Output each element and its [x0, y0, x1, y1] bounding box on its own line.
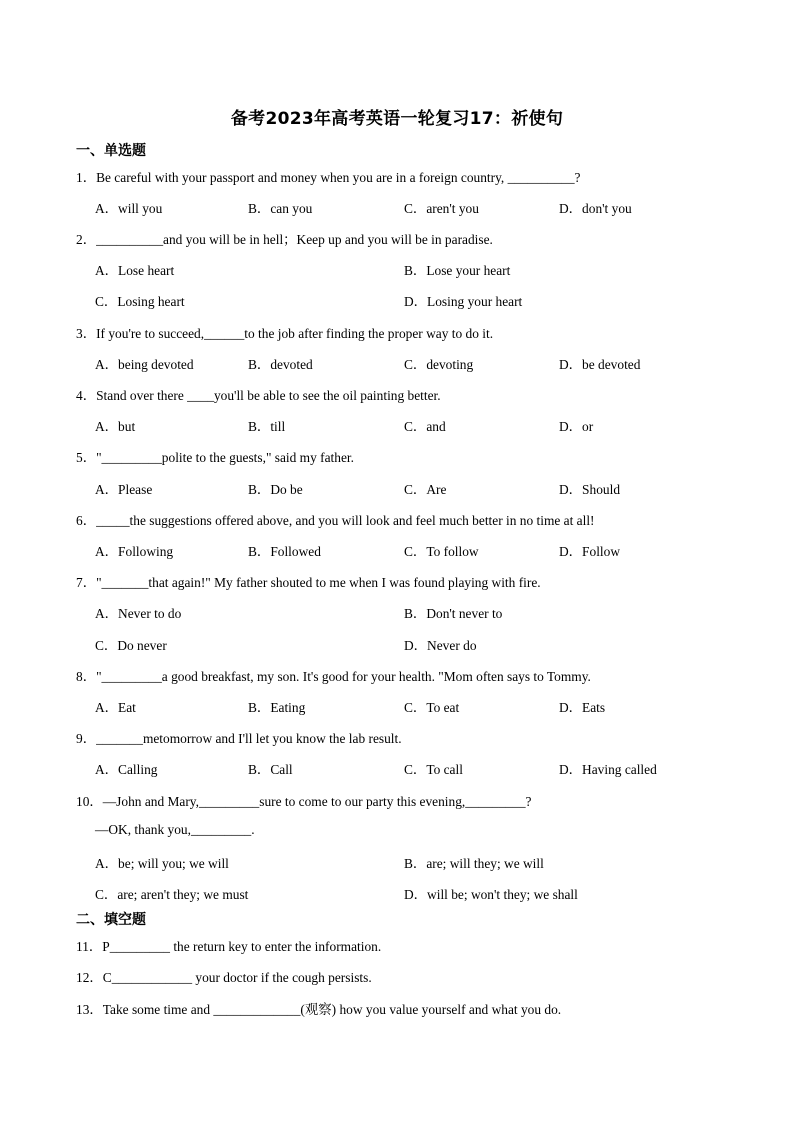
- question-3-stem: 3．If you're to succeed,______to the job after finding the proper way to do it.: [76, 326, 494, 341]
- question-6-option-b[interactable]: B．Followed: [248, 544, 321, 559]
- page-title: 备考2023年高考英语一轮复习17：祈使句: [230, 109, 564, 129]
- question-12-stem: 12．C____________ your doctor if the cough persists.: [76, 970, 372, 985]
- question-2-option-d[interactable]: D．Losing your heart: [404, 294, 523, 309]
- question-1-option-d[interactable]: D．don't you: [559, 201, 632, 216]
- question-1-option-a[interactable]: A．will you: [95, 201, 163, 216]
- question-9-option-c[interactable]: C．To call: [404, 762, 463, 777]
- question-2-stem: 2．__________and you will be in hell；Keep up and you will be in paradise.: [76, 232, 493, 247]
- question-7-option-a[interactable]: A．Never to do: [95, 606, 182, 621]
- question-7-option-d[interactable]: D．Never do: [404, 638, 477, 653]
- question-2-option-a[interactable]: A．Lose heart: [95, 263, 175, 278]
- question-6-option-c[interactable]: C．To follow: [404, 544, 479, 559]
- question-2-option-b[interactable]: B．Lose your heart: [404, 263, 511, 278]
- question-5-option-c[interactable]: C．Are: [404, 482, 447, 497]
- question-10-stem: 10．—John and Mary,_________sure to come to our party this evening,_________?: [76, 794, 532, 809]
- question-1-option-c[interactable]: C．aren't you: [404, 201, 479, 216]
- question-11-stem: 11．P_________ the return key to enter the information.: [76, 939, 382, 954]
- question-9-option-a[interactable]: A．Calling: [95, 762, 158, 777]
- question-5-option-d[interactable]: D．Should: [559, 482, 621, 497]
- question-6-option-d[interactable]: D．Follow: [559, 544, 621, 559]
- question-4-option-d[interactable]: D．or: [559, 419, 594, 434]
- question-8-option-a[interactable]: A．Eat: [95, 700, 136, 715]
- question-8-option-c[interactable]: C．To eat: [404, 700, 460, 715]
- question-4-option-c[interactable]: C．and: [404, 419, 446, 434]
- question-1-option-b[interactable]: B．can you: [248, 201, 313, 216]
- question-5-stem: 5．"_________polite to the guests," said my father.: [76, 450, 354, 465]
- question-4-option-b[interactable]: B．till: [248, 419, 286, 434]
- question-7-option-b[interactable]: B．Don't never to: [404, 606, 503, 621]
- question-8-option-b[interactable]: B．Eating: [248, 700, 306, 715]
- question-3-option-b[interactable]: B．devoted: [248, 357, 313, 372]
- question-9-stem: 9．_______metomorrow and I'll let you know the lab result.: [76, 731, 402, 746]
- question-7-option-c[interactable]: C．Do never: [95, 638, 167, 653]
- question-10-option-a[interactable]: A．be; will you; we will: [95, 856, 229, 871]
- section-heading-single-choice: 一、单选题: [76, 143, 146, 159]
- question-6-stem: 6．_____the suggestions offered above, and you will look and feel much better in no time at all!: [76, 513, 595, 528]
- question-9-option-b[interactable]: B．Call: [248, 762, 293, 777]
- question-10-option-c[interactable]: C．are; aren't they; we must: [95, 887, 249, 902]
- section-heading-fill-in: 二、填空题: [76, 912, 146, 928]
- question-5-option-b[interactable]: B．Do be: [248, 482, 303, 497]
- question-7-stem: 7．"_______that again!" My father shouted to me when I was found playing with fire.: [76, 575, 541, 590]
- question-1-stem: 1．Be careful with your passport and money when you are in a foreign country, __________?: [76, 170, 581, 185]
- question-3-option-a[interactable]: A．being devoted: [95, 357, 194, 372]
- question-8-option-d[interactable]: D．Eats: [559, 700, 606, 715]
- question-5-option-a[interactable]: A．Please: [95, 482, 153, 497]
- question-10-option-d[interactable]: D．will be; won't they; we shall: [404, 887, 578, 902]
- question-4-option-a[interactable]: A．but: [95, 419, 136, 434]
- question-10-option-b[interactable]: B．are; will they; we will: [404, 856, 544, 871]
- question-2-option-c[interactable]: C．Losing heart: [95, 294, 185, 309]
- question-6-option-a[interactable]: A．Following: [95, 544, 174, 559]
- question-8-stem: 8．"_________a good breakfast, my son. It's good for your health. "Mom often says to Tommy.: [76, 669, 591, 684]
- question-9-option-d[interactable]: D．Having called: [559, 762, 657, 777]
- question-13-stem: 13．Take some time and _____________(观察) how you value yourself and what you do.: [76, 1002, 562, 1017]
- question-4-stem: 4．Stand over there ____you'll be able to see the oil painting better.: [76, 388, 441, 403]
- question-3-option-c[interactable]: C．devoting: [404, 357, 474, 372]
- question-10-stem-reply: —OK, thank you,_________.: [95, 822, 255, 837]
- question-3-option-d[interactable]: D．be devoted: [559, 357, 641, 372]
